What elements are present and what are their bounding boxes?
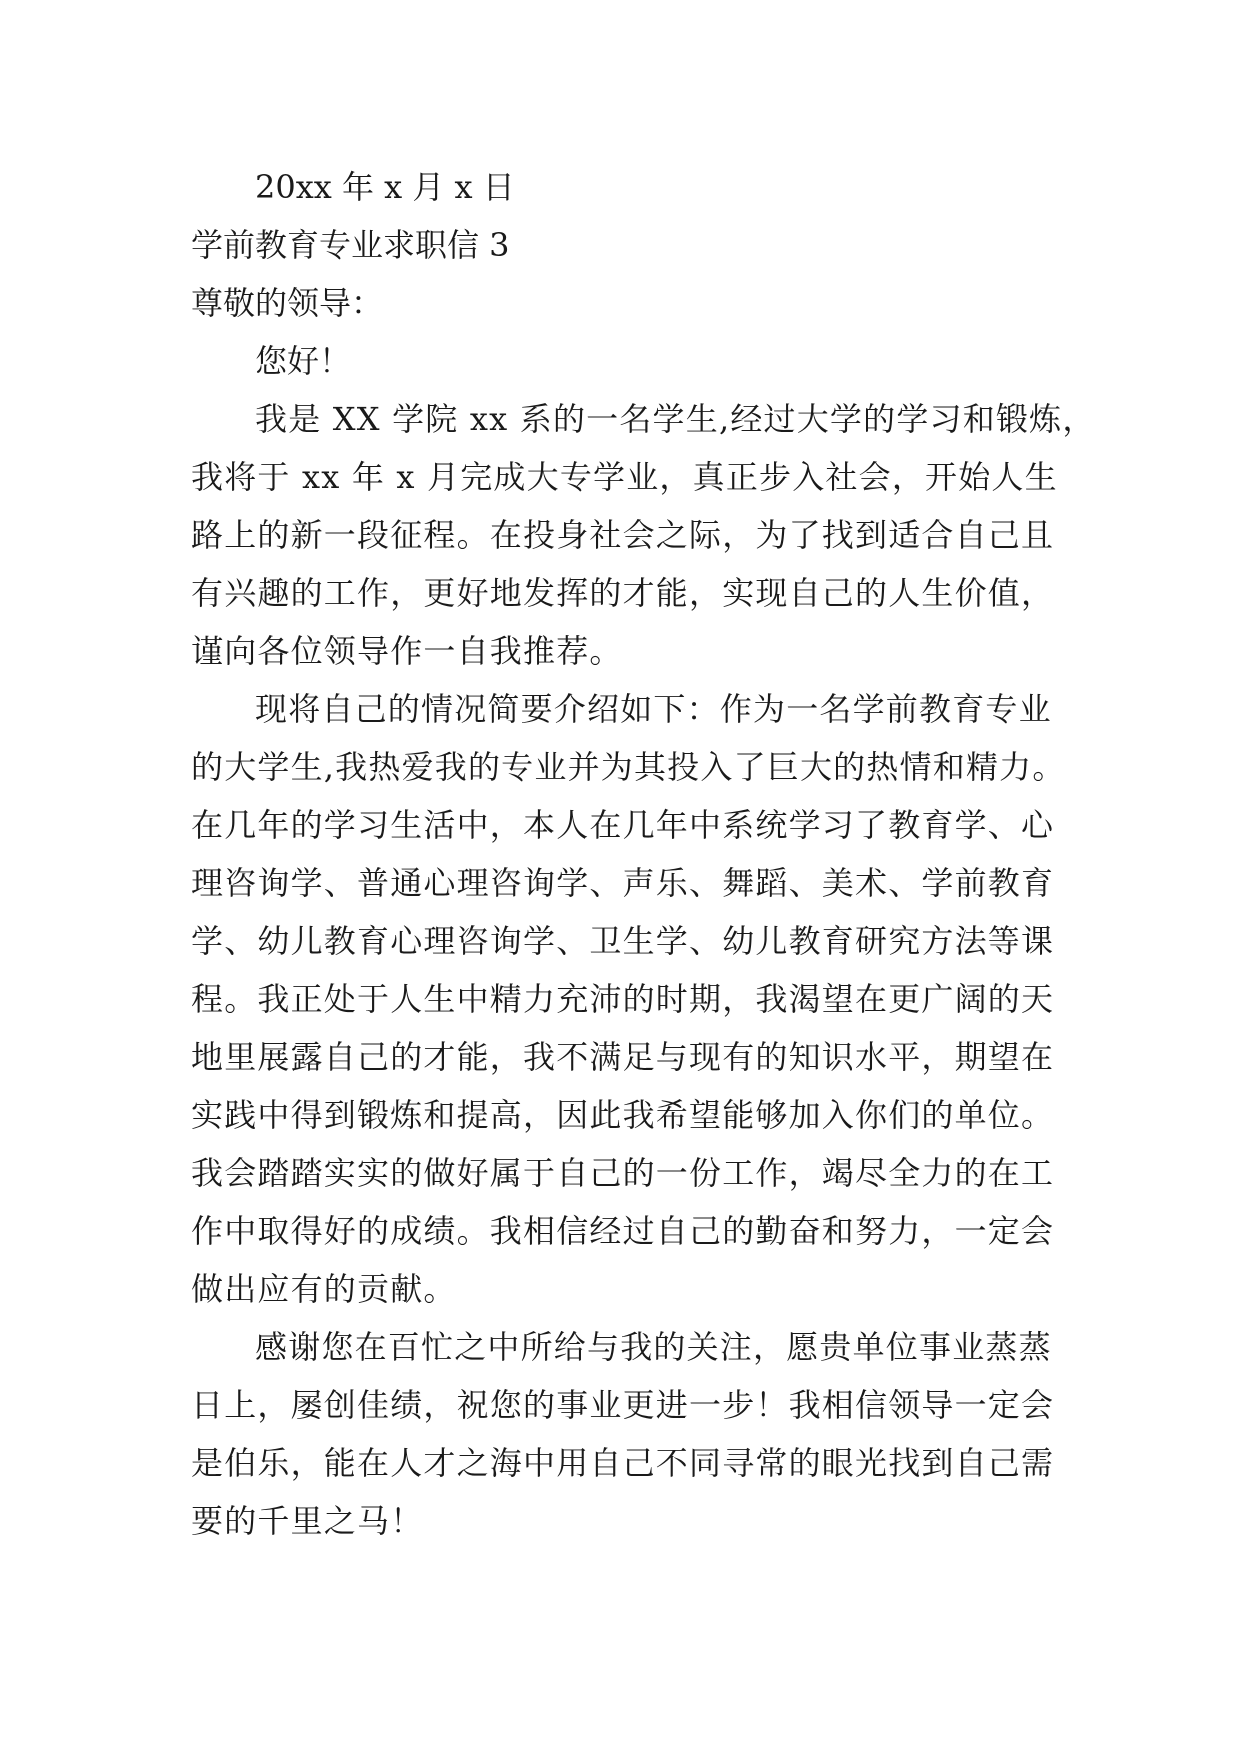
date-line: 20xx 年 x 月 x 日 bbox=[255, 168, 515, 206]
paragraph-line: 我会踏踏实实的做好属于自己的一份工作，竭尽全力的在工 bbox=[191, 1154, 1055, 1192]
paragraph-line: 做出应有的贡献。 bbox=[191, 1270, 457, 1308]
paragraph-line: 实践中得到锻炼和提高，因此我希望能够加入你们的单位。 bbox=[191, 1096, 1055, 1134]
greeting: 您好！ bbox=[255, 342, 352, 380]
paragraph-line: 在几年的学习生活中，本人在几年中系统学习了教育学、心 bbox=[191, 806, 1055, 844]
paragraph-line: 路上的新一段征程。在投身社会之际，为了找到适合自己且 bbox=[191, 516, 1055, 554]
paragraph-line: 我将于 xx 年 x 月完成大专学业，真正步入社会，开始人生 bbox=[191, 458, 1058, 496]
paragraph-line: 有兴趣的工作，更好地发挥的才能，实现自己的人生价值， bbox=[191, 574, 1055, 612]
paragraph-line: 是伯乐，能在人才之海中用自己不同寻常的眼光找到自己需 bbox=[191, 1444, 1055, 1482]
paragraph-background bbox=[191, 680, 1071, 1318]
letter-body bbox=[191, 158, 1096, 1550]
salutation: 尊敬的领导： bbox=[191, 284, 384, 322]
paragraph-line: 我是 XX 学院 xx 系的一名学生,经过大学的学习和锻炼， bbox=[255, 400, 1096, 438]
paragraph-line: 学、幼儿教育心理咨询学、卫生学、幼儿教育研究方法等课 bbox=[191, 922, 1055, 960]
paragraph-introduction bbox=[191, 390, 1096, 680]
paragraph-line: 作中取得好的成绩。我相信经过自己的勤奋和努力，一定会 bbox=[191, 1212, 1055, 1250]
paragraph-line: 谨向各位领导作一自我推荐。 bbox=[191, 632, 623, 670]
paragraph-line: 的大学生,我热爱我的专业并为其投入了巨大的热情和精力。 bbox=[191, 748, 1066, 786]
paragraph-line: 理咨询学、普通心理咨询学、声乐、舞蹈、美术、学前教育 bbox=[191, 864, 1055, 902]
paragraph-line: 现将自己的情况简要介绍如下：作为一名学前教育专业 bbox=[255, 690, 1052, 728]
paragraph-line: 感谢您在百忙之中所给与我的关注，愿贵单位事业蒸蒸 bbox=[255, 1328, 1052, 1366]
letter-title: 学前教育专业求职信 3 bbox=[191, 226, 510, 264]
paragraph-line: 程。我正处于人生中精力充沛的时期，我渴望在更广阔的天 bbox=[191, 980, 1055, 1018]
paragraph-line: 要的千里之马！ bbox=[191, 1502, 424, 1540]
paragraph-line: 日上，屡创佳绩，祝您的事业更进一步！我相信领导一定会 bbox=[191, 1386, 1055, 1424]
paragraph-closing bbox=[191, 1318, 1071, 1550]
paragraph-line: 地里展露自己的才能，我不满足与现有的知识水平，期望在 bbox=[191, 1038, 1055, 1076]
